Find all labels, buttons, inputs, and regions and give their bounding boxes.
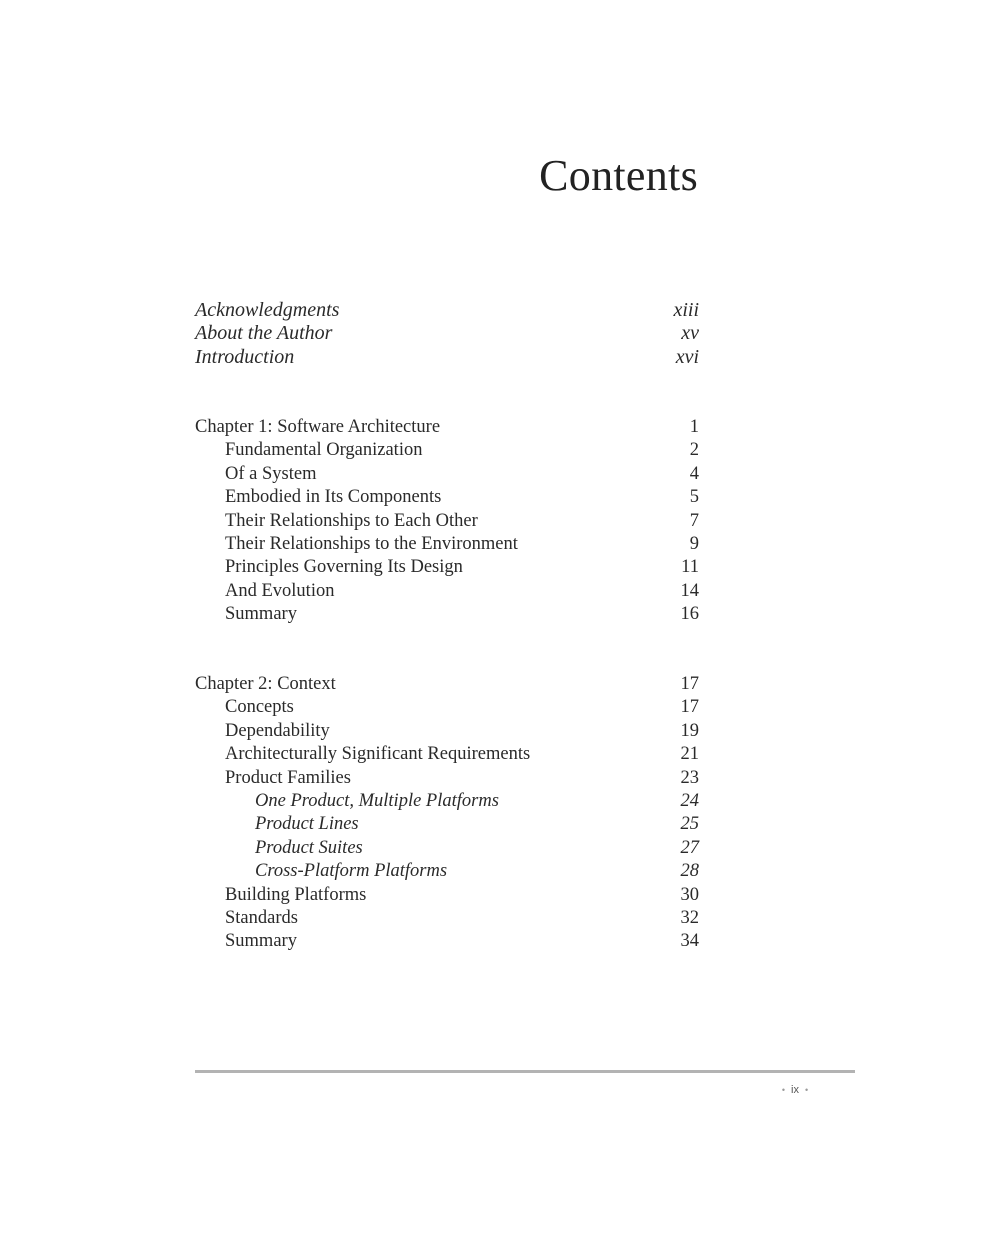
toc-page-number: 4 xyxy=(689,463,699,484)
toc-entry-title: Standards xyxy=(225,907,298,928)
toc-front-matter xyxy=(195,299,699,369)
bullet-icon: • xyxy=(781,1085,786,1095)
toc-page-number: 23 xyxy=(680,767,699,788)
toc-entry xyxy=(195,439,699,462)
toc-entry-title: One Product, Multiple Platforms xyxy=(255,790,499,811)
toc-page-number: 28 xyxy=(680,861,699,882)
toc-page-number: 30 xyxy=(680,884,699,905)
toc-chapter-heading xyxy=(195,673,699,696)
toc-page-number: 21 xyxy=(680,744,699,765)
toc-chapter-2 xyxy=(195,673,699,954)
toc-page-number: xiii xyxy=(673,299,699,321)
toc-front-entry xyxy=(195,346,699,369)
toc-entry-title: Introduction xyxy=(195,345,295,368)
toc-chapter-1 xyxy=(195,416,699,627)
toc-page-number: 9 xyxy=(689,533,699,554)
toc-entry xyxy=(195,767,699,790)
toc-entry xyxy=(195,930,699,953)
toc-entry-title: Architecturally Significant Requirements xyxy=(225,744,531,765)
toc-page-number: 7 xyxy=(689,510,699,531)
toc-entry-title: Building Platforms xyxy=(225,884,367,905)
toc-entry-title: Product Suites xyxy=(255,837,363,858)
toc-page-number: 2 xyxy=(689,440,699,461)
toc-entry xyxy=(195,837,699,860)
toc-entry xyxy=(195,556,699,579)
toc-entry xyxy=(195,486,699,509)
toc-page-number: 16 xyxy=(680,604,699,625)
toc-page-number: 19 xyxy=(680,720,699,741)
toc-entry xyxy=(195,884,699,907)
toc-entry xyxy=(195,790,699,813)
toc-entry-title: Chapter 1: Software Architecture xyxy=(195,417,441,437)
toc-page-number: 17 xyxy=(680,674,699,694)
toc-entry-title: Product Families xyxy=(225,767,351,788)
toc-page-number: 32 xyxy=(680,907,699,928)
toc-page-number: 24 xyxy=(680,790,699,811)
toc-entry xyxy=(195,696,699,719)
page-folio xyxy=(770,1083,820,1097)
toc-entry xyxy=(195,813,699,836)
toc-entry-title: Chapter 2: Context xyxy=(195,674,336,694)
toc-entry-title: Cross-Platform Platforms xyxy=(255,861,448,882)
toc-front-entry xyxy=(195,322,699,345)
toc-page-number: 11 xyxy=(681,557,699,578)
toc-page-number: 34 xyxy=(680,931,699,952)
toc-entry-title: Principles Governing Its Design xyxy=(225,557,463,578)
toc-page-number: 14 xyxy=(680,580,699,601)
toc-page-number: 25 xyxy=(680,814,699,835)
toc-entry-title: Their Relationships to the Environment xyxy=(225,533,518,554)
page-title: Contents xyxy=(539,151,698,200)
toc-entry xyxy=(195,510,699,533)
toc-entry-title: Summary xyxy=(225,931,297,952)
toc-page-number: 17 xyxy=(680,697,699,718)
toc-entry xyxy=(195,580,699,603)
toc-entry-title: And Evolution xyxy=(225,580,335,601)
toc-entry xyxy=(195,720,699,743)
toc-entry-title: Fundamental Organization xyxy=(225,440,423,461)
toc-entry xyxy=(195,603,699,626)
toc-entry-title: Dependability xyxy=(225,720,330,741)
toc-chapter-heading xyxy=(195,416,699,439)
toc-front-entry xyxy=(195,299,699,322)
toc-page-number: xvi xyxy=(675,345,699,368)
toc-entry-title: Product Lines xyxy=(255,814,359,835)
toc-page-number: xv xyxy=(681,322,699,345)
toc-entry-title: Summary xyxy=(225,604,297,625)
footer-rule xyxy=(195,1070,855,1073)
toc-entry-title: Acknowledgments xyxy=(195,299,340,321)
toc-entry xyxy=(195,860,699,883)
toc-page-number: 1 xyxy=(689,417,699,437)
toc-page-number: 27 xyxy=(680,837,699,858)
toc-entry-title: Their Relationships to Each Other xyxy=(225,510,478,531)
toc-entry xyxy=(195,743,699,766)
toc-entry xyxy=(195,907,699,930)
toc-entry-title: Embodied in Its Components xyxy=(225,487,442,508)
page-number: ix xyxy=(791,1084,799,1096)
toc-entry-title: Of a System xyxy=(225,463,317,484)
toc-entry-title: About the Author xyxy=(195,322,333,345)
toc-entry-title: Concepts xyxy=(225,697,294,718)
toc-entry xyxy=(195,463,699,486)
bullet-icon: • xyxy=(804,1085,809,1095)
toc-page-number: 5 xyxy=(689,487,699,508)
toc-entry xyxy=(195,533,699,556)
